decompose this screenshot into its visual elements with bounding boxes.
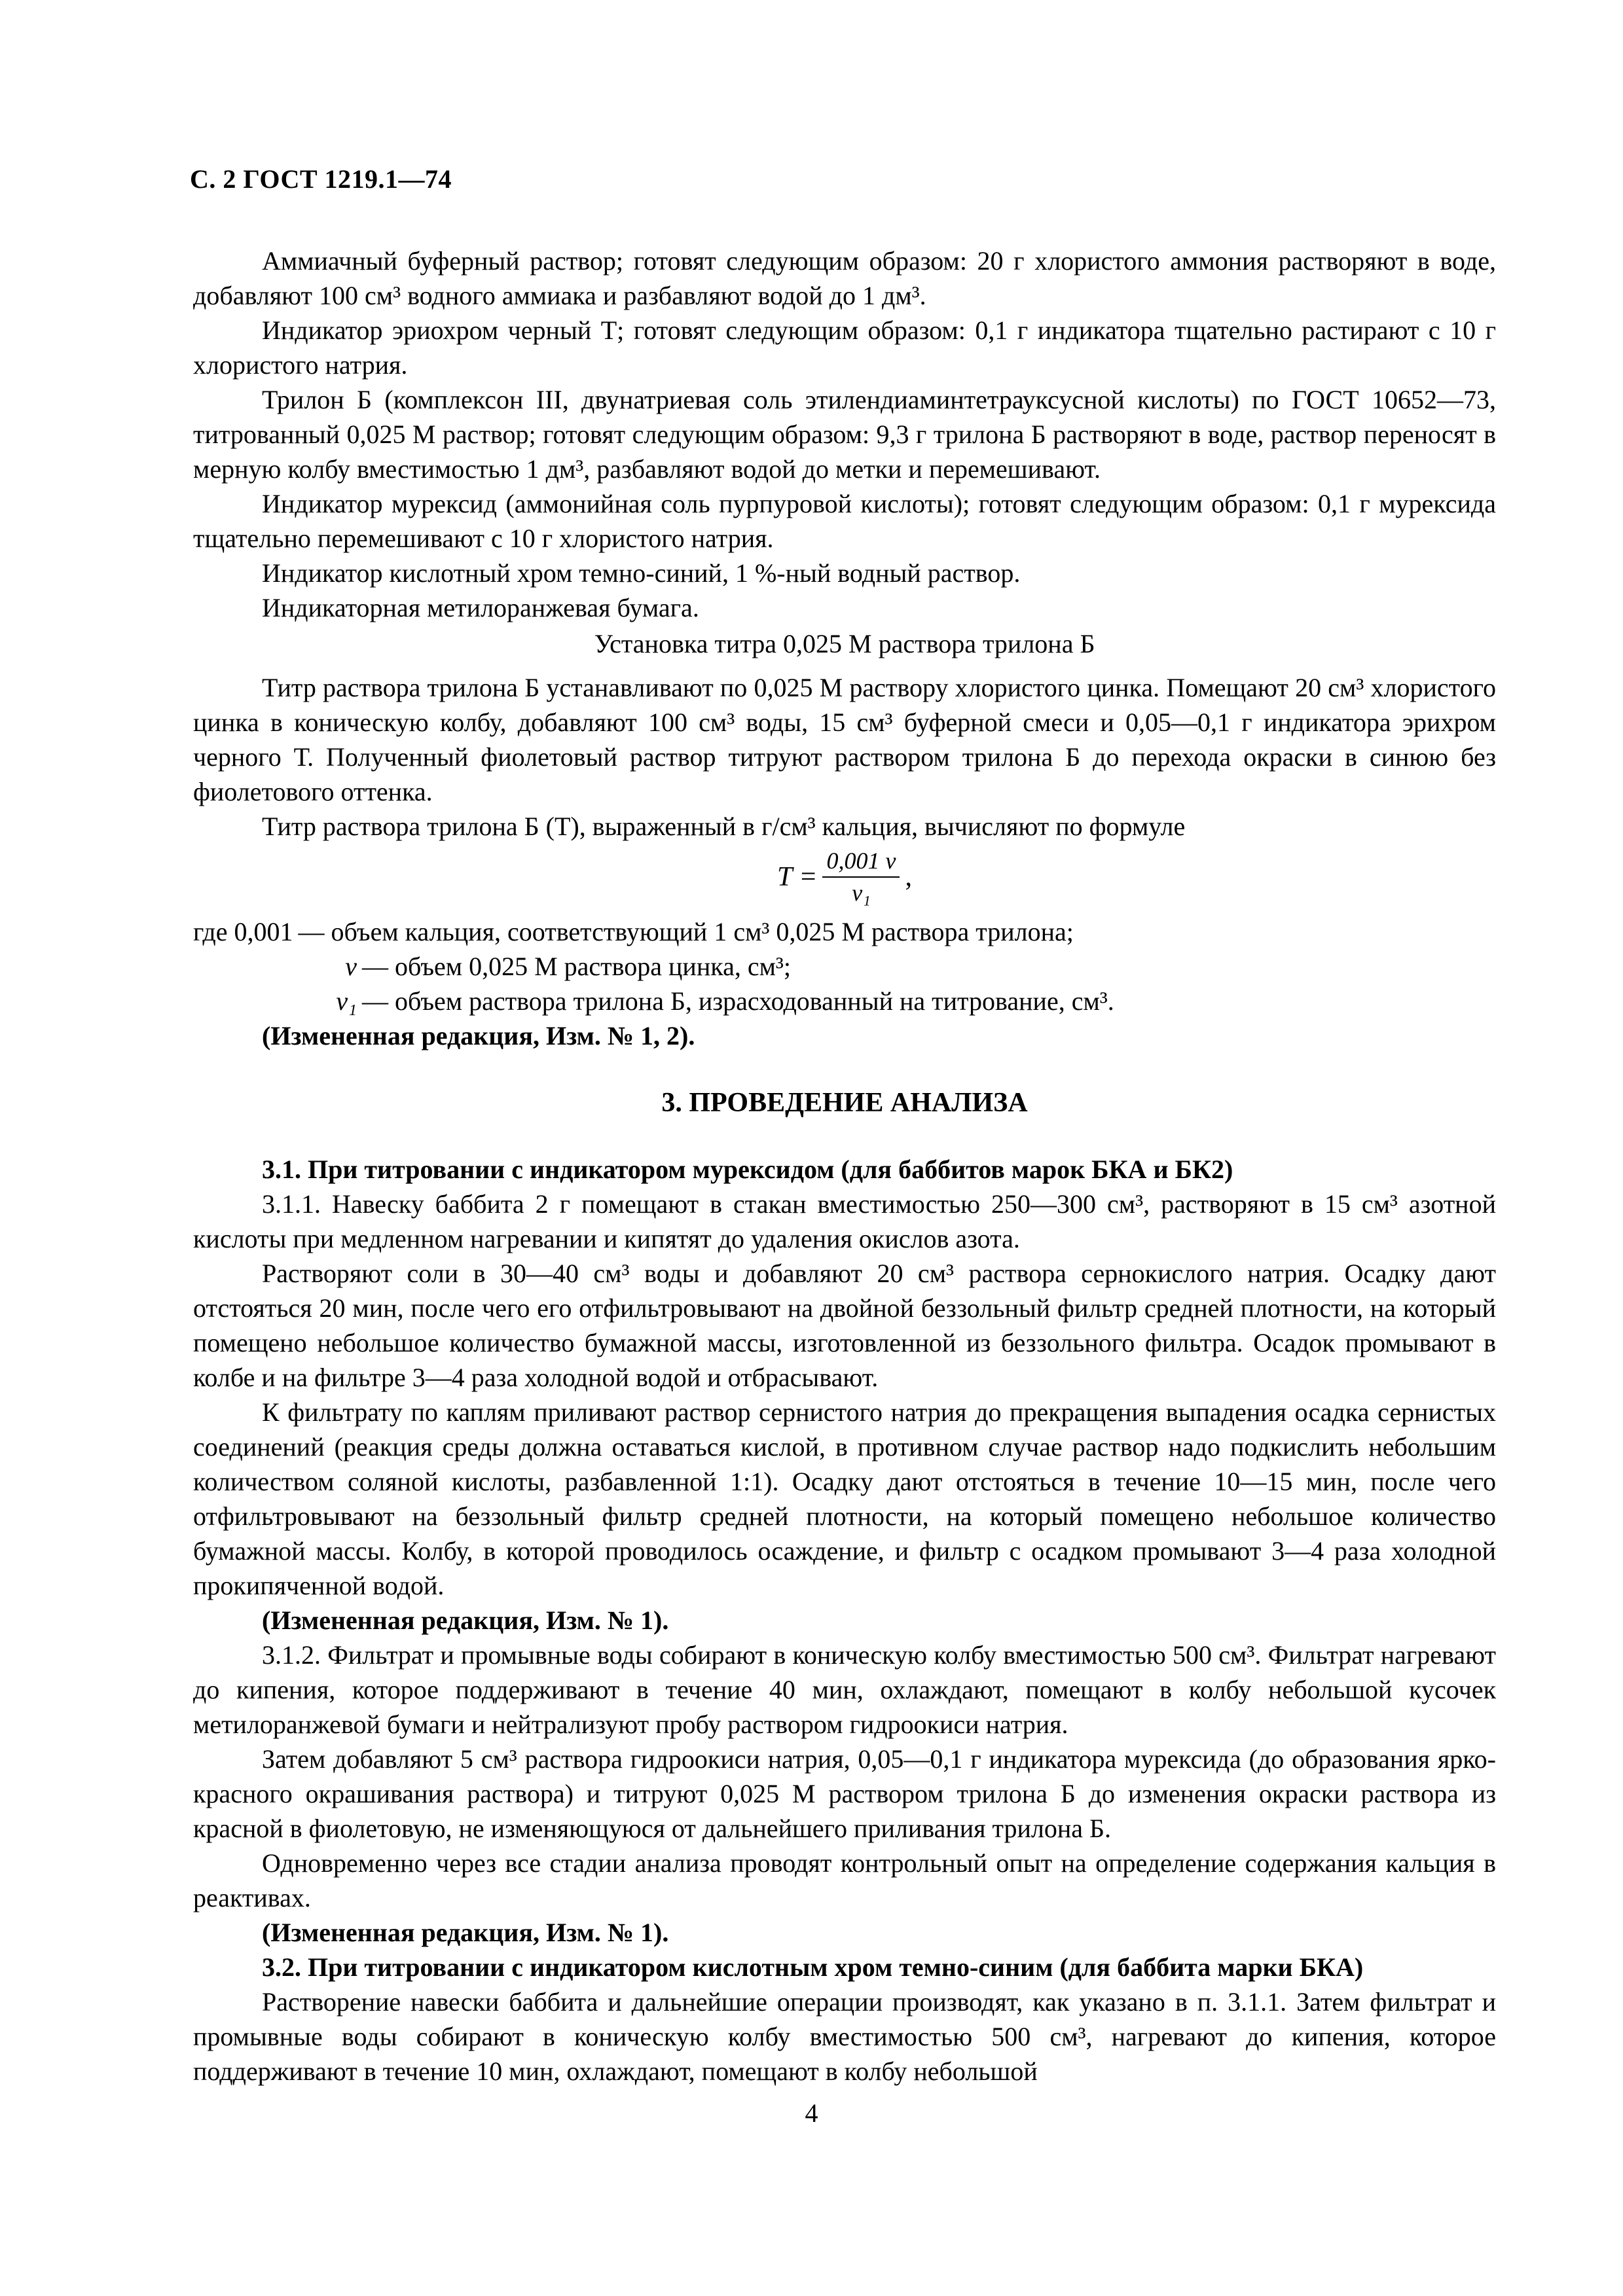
paragraph: 3.1.2. Фильтрат и промывные воды собирают в коническую колбу вместимостью 500 см³. Фильтрат нагревают до кипения, которое поддерживают в течение 40 мин, охлаждают, помещают в колбу небольшой кусочек метилоранжевой бумаги и нейтрализуют пробу раствором гидроокиси натрия.: [193, 1640, 1496, 1739]
paragraph: Индикатор кислотный хром темно-синий, 1 %-ный водный раствор.: [262, 558, 1021, 588]
paragraph: Индикаторная метилоранжевая бумага.: [262, 593, 699, 622]
page-header: С. 2 ГОСТ 1219.1—74: [190, 164, 452, 194]
legend-symbol: v: [345, 952, 357, 981]
paragraph: 3.1.1. Навеску баббита 2 г помещают в стакан вместимостью 250—300 см³, растворяют в 15 см³ азотной кислоты при медленном нагревании и кипятят до удаления окислов азота.: [193, 1189, 1496, 1253]
paragraph: Титр раствора трилона Б устанавливают по 0,025 М раствору хлористого цинка. Помещают 20 см³ хлористого цинка в коническую колбу, добавляют 100 см³ воды, 15 см³ буферной смеси и 0,05—0,1 г индикатора эрихром черного Т. Полученный фиолетовый раствор титруют раствором трилона Б до перехода окраски в синюю без фиолетового оттенка.: [193, 673, 1496, 806]
amendment-note: (Измененная редакция, Изм. № 1).: [262, 1605, 669, 1635]
paragraph: Титр раствора трилона Б (Т), выраженный в г/см³ кальция, вычисляют по формуле: [262, 812, 1186, 841]
amendment-note: (Измененная редакция, Изм. № 1, 2).: [262, 1021, 695, 1050]
formula-trail: ,: [905, 861, 912, 892]
formula: [193, 846, 1496, 908]
section-heading: 3. ПРОВЕДЕНИЕ АНАЛИЗА: [661, 1088, 1028, 1118]
legend-row: [193, 914, 1496, 949]
paragraph: Трилон Б (комплексон III, двунатриевая соль этилендиаминтетрауксусной кислоты) по ГОСТ 10652—73, титрованный 0,025 М раствор; готовят следующим образом: 9,3 г трилона Б растворяют в воде, раствор переносят в мерную колбу вместимостью 1 дм³, разбавляют водой до метки и перемешивают.: [193, 385, 1496, 484]
paragraph: Растворяют соли в 30—40 см³ воды и добавляют 20 см³ раствора сернокислого натрия. Осадку дают отстояться 20 мин, после чего его отфильтровывают на двойной беззольный фильтр средней плотности, на который помещено небольшое количество бумажной массы, изготовленной из беззольного фильтра. Осадок промывают в колбе и на фильтре 3—4 раза холодной водой и отбрасывают.: [193, 1259, 1496, 1392]
paragraph: Аммиачный буферный раствор; готовят следующим образом: 20 г хлористого аммония растворяют в воде, добавляют 100 см³ водного аммиака и разбавляют водой до 1 дм³.: [193, 246, 1496, 310]
legend-text: — объем раствора трилона Б, израсходованный на титрование, см³.: [362, 986, 1114, 1016]
legend-row: [193, 949, 1496, 984]
legend-text: — объем 0,025 М раствора цинка, см³;: [362, 952, 791, 981]
formula-denominator: v₁: [852, 880, 871, 906]
paragraph: К фильтрату по каплям приливают раствор сернистого натрия до прекращения выпадения осадка сернистых соединений (реакция среды должна оставаться кислой, в противном случае раствор надо подкислить небольшим количеством соляной кислоты, разбавленной 1:1). Осадку дают отстояться в течение 10—15 мин, после чего отфильтровывают на беззольный фильтр средней плотности, на который помещено небольшое количество бумажной массы. Колбу, в которой проводилось осаждение, и фильтр с осадком промывают 3—4 раза холодной прокипяченной водой.: [193, 1397, 1496, 1600]
paragraph: Затем добавляют 5 см³ раствора гидроокиси натрия, 0,05—0,1 г индикатора мурексида (до образования ярко-красного окрашивания раствора) и титруют 0,025 М раствором трилона Б до изменения окраски раствора из красной в фиолетовую, не изменяющуюся от дальнейшего приливания трилона Б.: [193, 1744, 1496, 1843]
formula-numerator: 0,001 v: [822, 846, 900, 878]
page-number: 4: [805, 2098, 818, 2128]
clause-heading: 3.2. При титровании с индикатором кислотным хром темно-синим (для баббита марки БКА): [262, 1952, 1364, 1982]
legend-row: [193, 984, 1496, 1018]
formula-lhs: T =: [777, 861, 818, 892]
document-body: [193, 243, 1496, 2089]
paragraph: Растворение навески баббита и дальнейшие операции производят, как указано в п. 3.1.1. Затем фильтрат и промывные воды собирают в коническую колбу вместимостью 500 см³, нагревают до кипения, которое поддерживают в течение 10 мин, охлаждают, помещают в колбу небольшой: [193, 1987, 1496, 2086]
paragraph: Одновременно через все стадии анализа проводят контрольный опыт на определение содержания кальция в реактивах.: [193, 1848, 1496, 1912]
legend-symbol: где 0,001: [193, 917, 293, 946]
legend-symbol: v₁: [336, 986, 357, 1016]
formula-fraction: [822, 846, 900, 908]
paragraph: Индикатор мурексид (аммонийная соль пурпуровой кислоты); готовят следующим образом: 0,1 г мурексида тщательно перемешивают с 10 г хлористого натрия.: [193, 489, 1496, 553]
variable-legend: [193, 914, 1496, 1018]
amendment-note: (Измененная редакция, Изм. № 1).: [262, 1918, 669, 1947]
clause-heading: 3.1. При титровании с индикатором мурексидом (для баббитов марок БКА и БК2): [262, 1155, 1233, 1184]
subsection-title: Установка титра 0,025 М раствора трилона Б: [594, 629, 1095, 658]
paragraph: Индикатор эриохром черный Т; готовят следующим образом: 0,1 г индикатора тщательно растирают с 10 г хлористого натрия.: [193, 315, 1496, 380]
legend-text: — объем кальция, соответствующий 1 см³ 0,025 М раствора трилона;: [298, 917, 1074, 946]
